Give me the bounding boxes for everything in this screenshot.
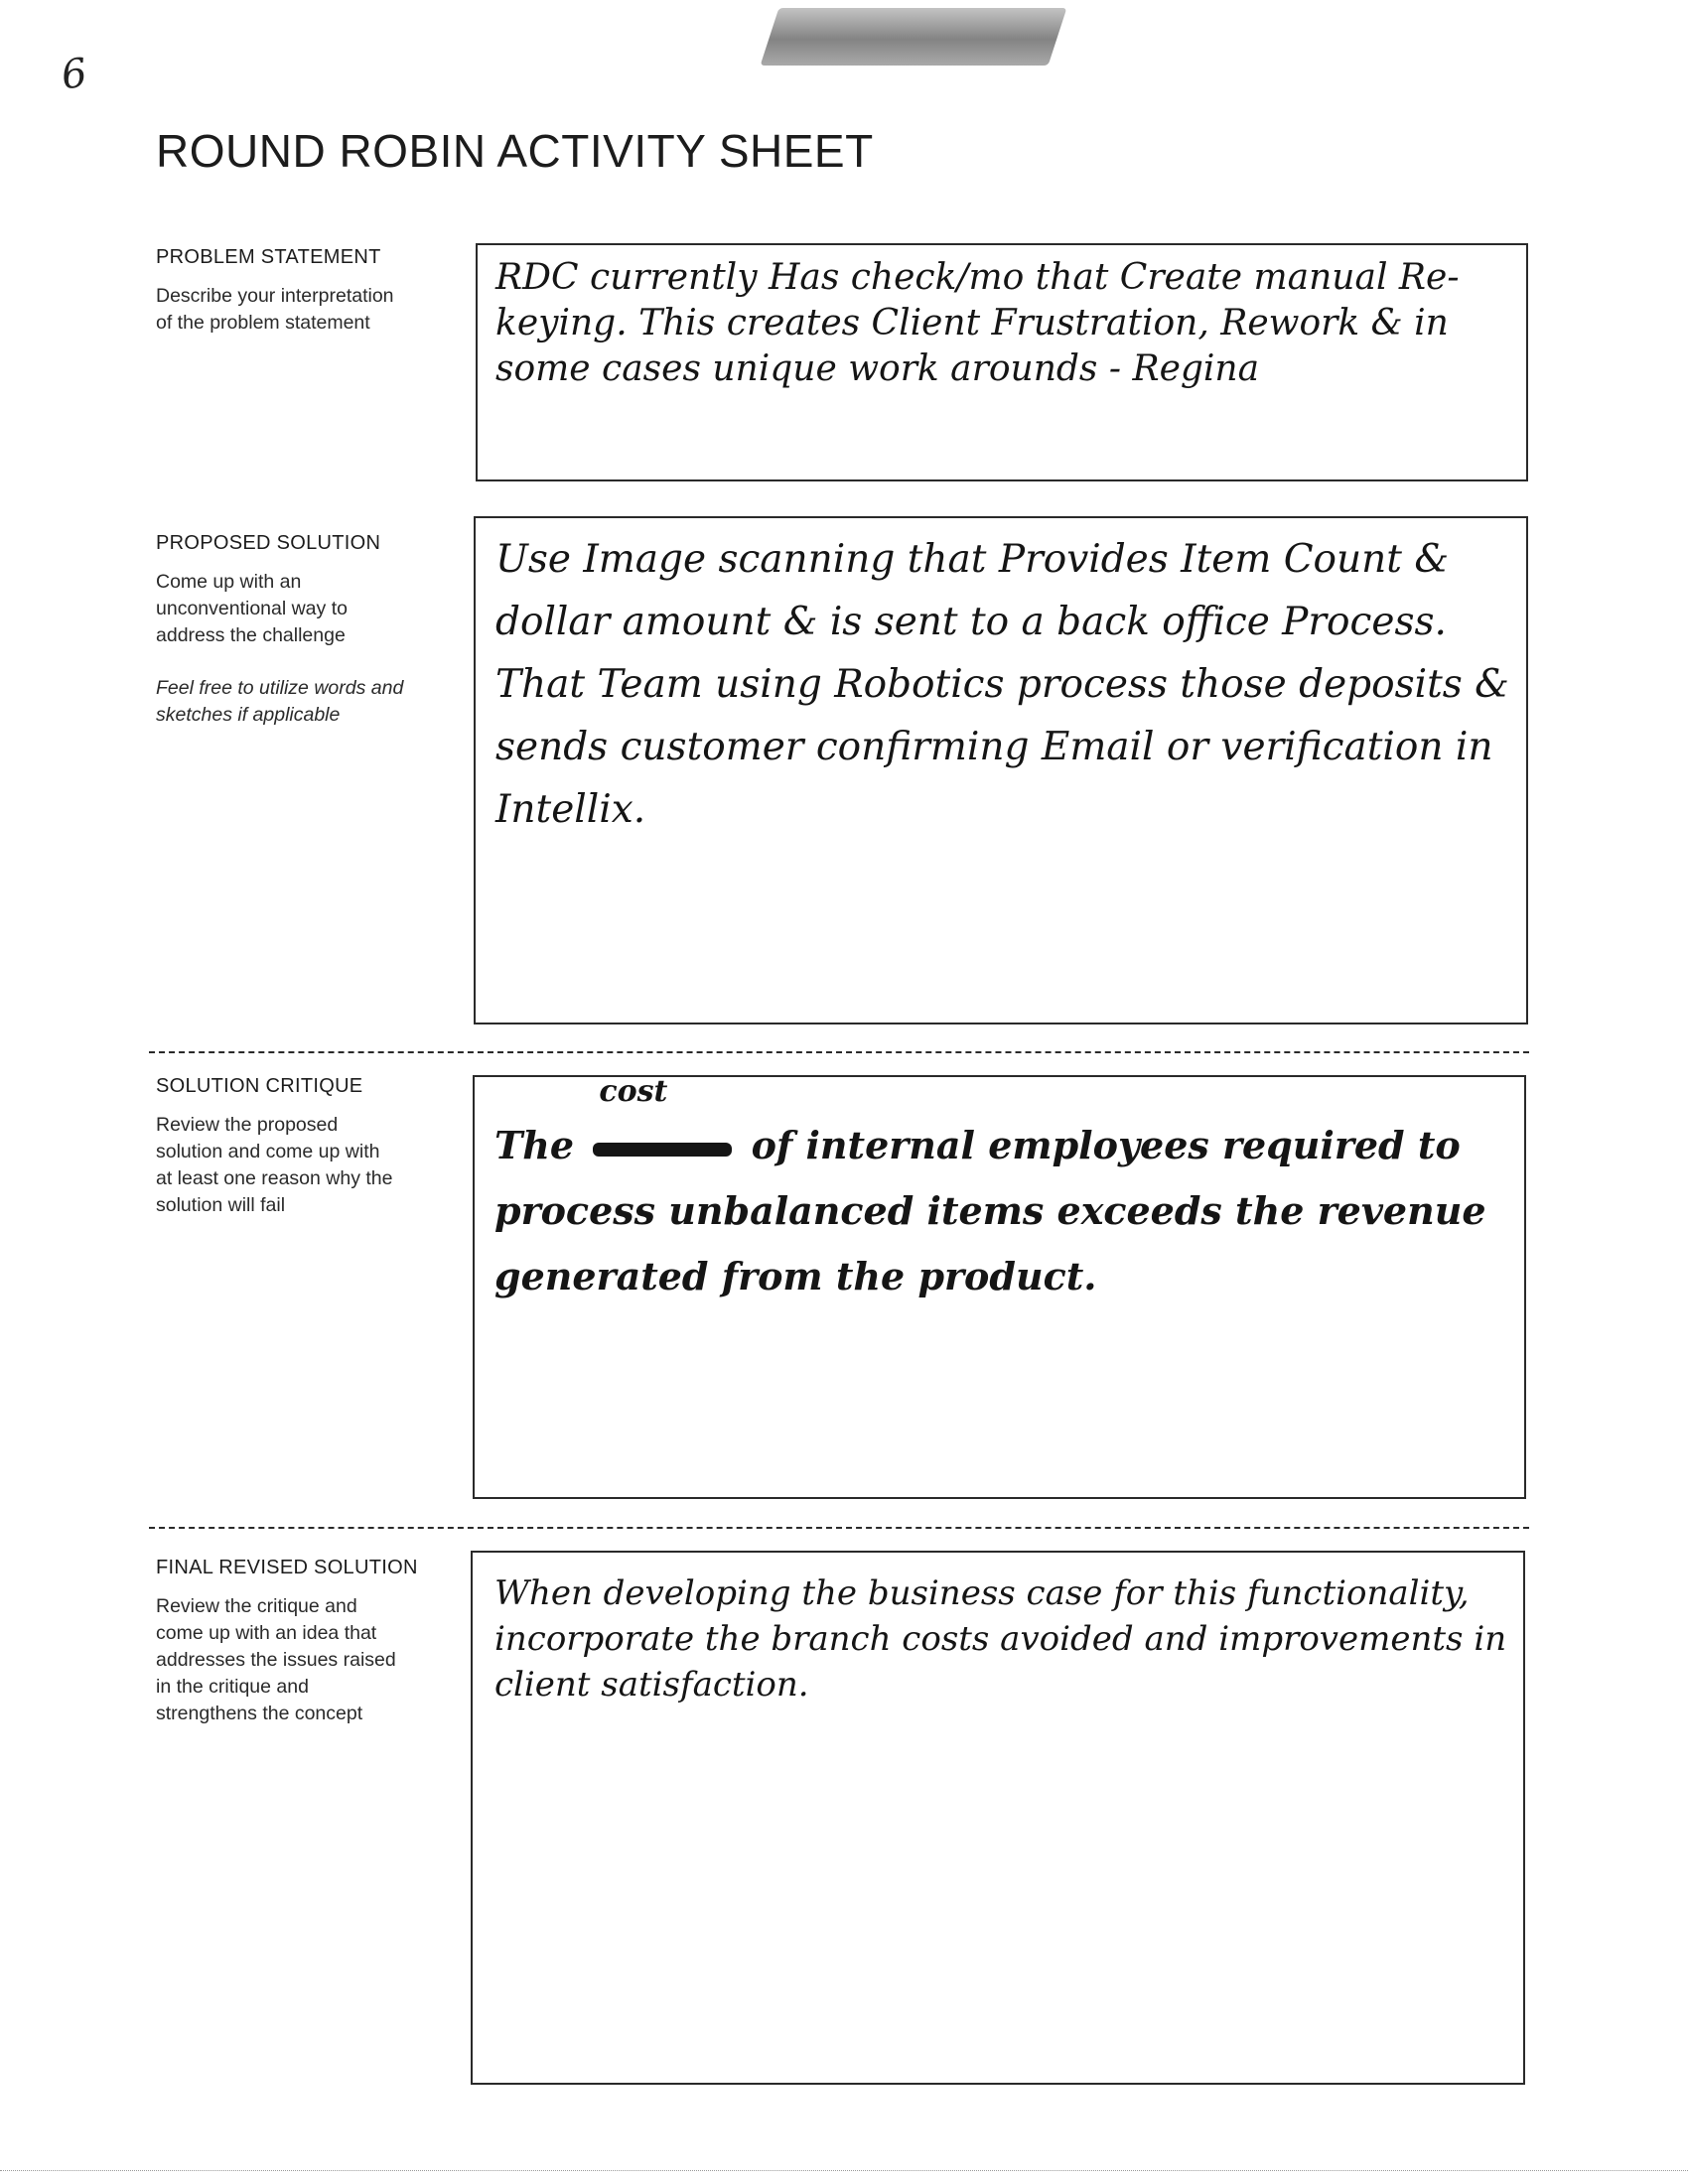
inserted-word: cost	[599, 1074, 668, 1109]
page-number: 6	[58, 50, 90, 99]
problem-statement-heading: PROBLEM STATEMENT	[156, 246, 381, 268]
scan-smudge	[761, 8, 1067, 66]
final-revised-solution-box[interactable]	[471, 1551, 1525, 2085]
page-title: ROUND ROBIN ACTIVITY SHEET	[156, 125, 874, 177]
final-revised-solution-response: When developing the business case for this functionality, incorporate the branch costs avoided and improvements in client satisfaction.	[494, 1573, 1507, 1705]
solution-critique-label	[156, 1075, 444, 1219]
section-divider	[149, 1527, 1529, 1529]
section-divider	[149, 1051, 1529, 1053]
solution-critique-heading: SOLUTION CRITIQUE	[156, 1075, 363, 1097]
solution-critique-description: Review the proposed solution and come up with at least one reason why the solution will fail	[156, 1114, 393, 1216]
solution-critique-response	[494, 1074, 1510, 1309]
proposed-solution-hint: Feel free to utilize words and sketches if applicable	[156, 677, 404, 726]
problem-statement-response: RDC currently Has check/mo that Create manual Re-keying. This creates Client Frustration, Rework & in some cases unique work arounds - Regina	[495, 257, 1460, 389]
page-bottom-edge	[0, 2170, 1688, 2171]
proposed-solution-description: Come up with an unconventional way to address the challenge	[156, 571, 348, 646]
solution-critique-box[interactable]	[473, 1075, 1526, 1499]
final-revised-solution-heading: FINAL REVISED SOLUTION	[156, 1557, 418, 1578]
critique-response-rest: of internal employees required to process unbalanced items exceeds the revenue generated from the product.	[494, 1123, 1486, 1298]
problem-statement-description: Describe your interpretation of the problem statement	[156, 285, 394, 334]
final-revised-solution-label	[156, 1557, 444, 1727]
proposed-solution-box[interactable]	[474, 516, 1528, 1024]
problem-statement-box[interactable]	[476, 243, 1528, 481]
crossed-out-word	[587, 1074, 738, 1178]
proposed-solution-response: Use Image scanning that Provides Item Count & dollar amount & is sent to a back office Process. That Team using Robotics process those deposits & sends customer confirming Email or verification in Intellix.	[495, 537, 1509, 832]
critique-response-start: The	[494, 1123, 575, 1167]
final-revised-solution-description: Review the critique and come up with an idea that addresses the issues raised in the critique and strengthens the concept	[156, 1595, 396, 1724]
proposed-solution-heading: PROPOSED SOLUTION	[156, 532, 381, 554]
proposed-solution-label	[156, 532, 444, 729]
scribble-mark	[593, 1143, 732, 1157]
problem-statement-label	[156, 246, 444, 337]
